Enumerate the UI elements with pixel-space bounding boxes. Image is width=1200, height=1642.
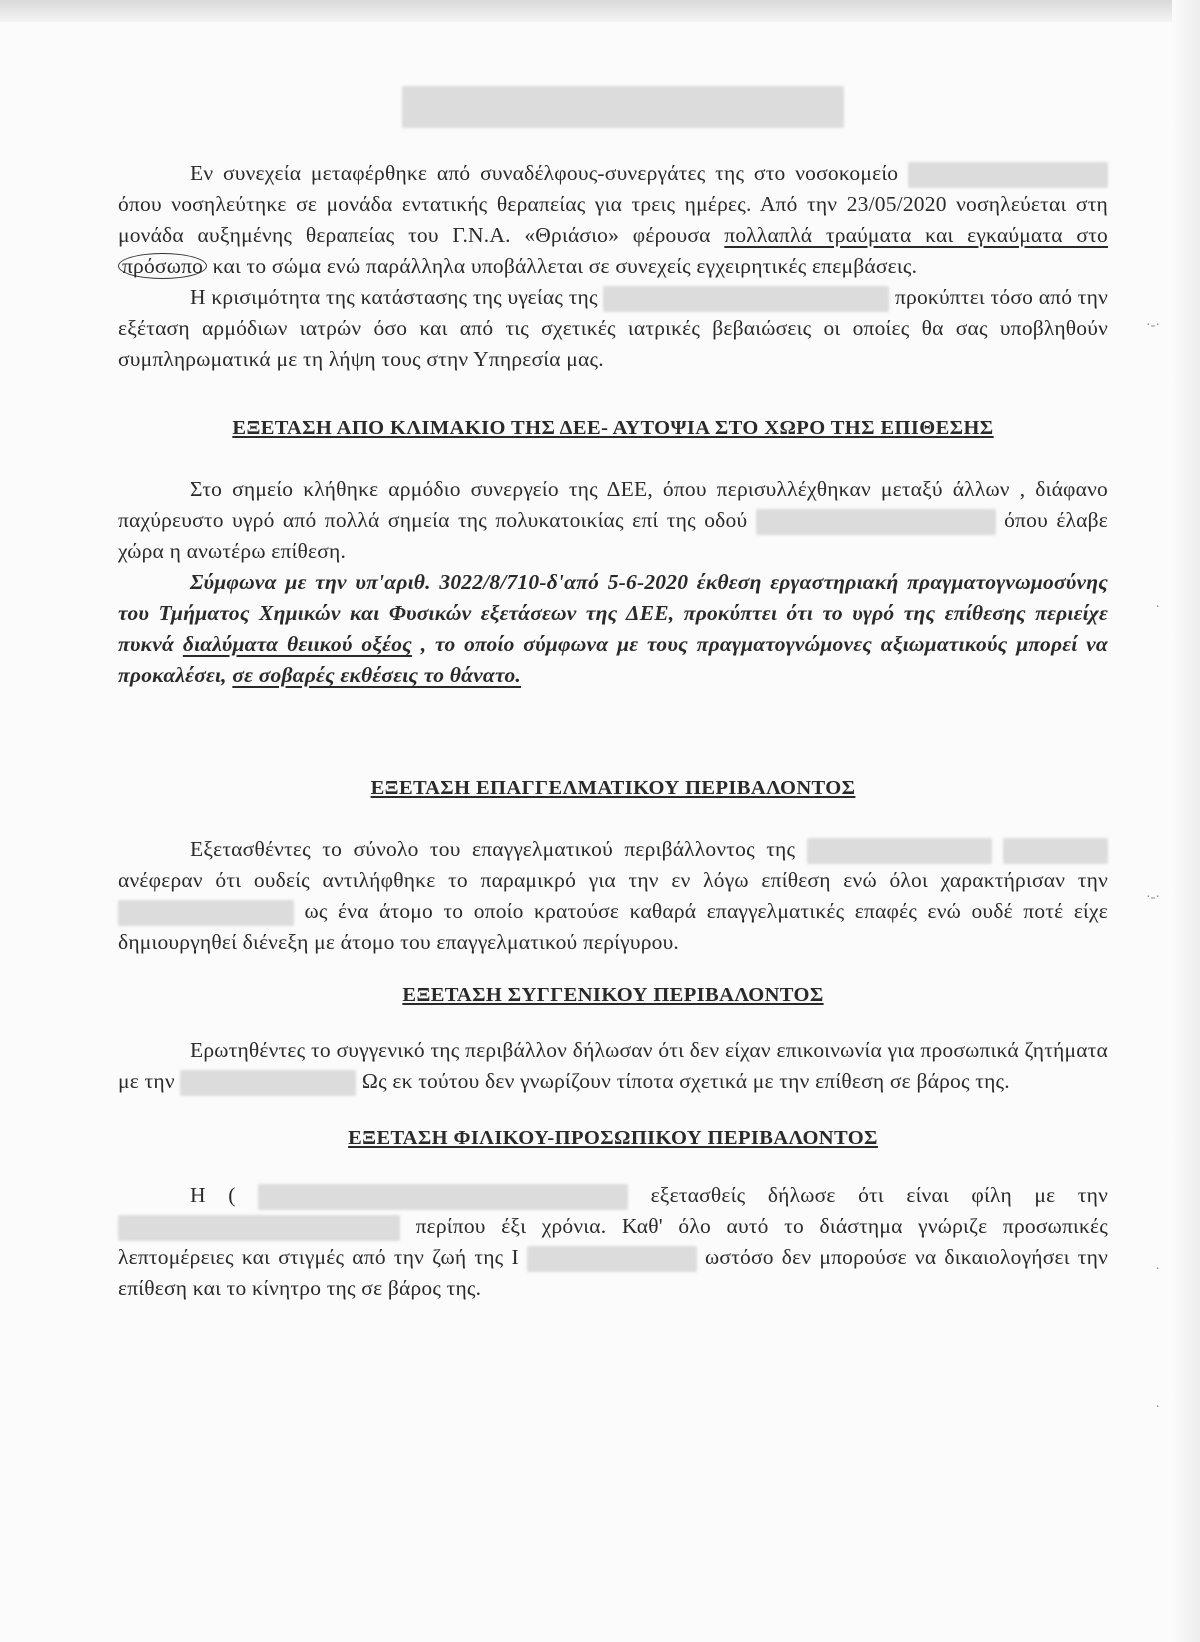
text: ανέφεραν ότι ουδείς αντιλήφθηκε το παραμικρό για την εν λόγω επίθεση ενώ όλοι χαρακτήρισαν την xyxy=(118,868,1108,892)
page-right-shadow xyxy=(1172,0,1200,1642)
text: , το οποίο σύμφωνα με τους πραγματογνώμονες αξιωματικούς μπορεί να προκαλέσει, xyxy=(118,632,1109,687)
text: ωστόσο δεν μπορούσε να δικαιολογήσει την επίθεση και το κίνητρο της σε βάρος της. xyxy=(118,1245,1109,1300)
text: και το σώμα ενώ παράλληλα υποβάλλεται σε συνεχείς εγχειρητικές επεμβάσεις. xyxy=(212,254,918,278)
text: Εν συνεχεία μεταφέρθηκε από συναδέλφους-συνεργάτες της στο νοσοκομείο xyxy=(190,161,899,185)
redacted-name xyxy=(118,1215,400,1241)
paragraph-professional xyxy=(118,834,1108,958)
text: Σύμφωνα με την υπ'αριθ. 3022/8/710-δ'από 5-6-2020 έκθεση εργαστηριακή πραγματογνωμοσύνης του Τμήματος Χημικών και Φυσικών εξετάσεων της ΔΕΕ, προκύπτει ότι το υγρό της επίθεσης περιείχε πυκνά xyxy=(118,570,1108,656)
text: όπου έλαβε χώρα η ανωτέρω επίθεση. xyxy=(118,508,1108,563)
margin-mark: ·-· xyxy=(1146,890,1160,905)
paragraph-lab-report xyxy=(118,567,1108,691)
redacted-name xyxy=(1003,838,1108,864)
redacted-header xyxy=(402,86,844,128)
redacted-hospital xyxy=(908,162,1108,188)
section-heading-family: ΕΞΕΤΑΣΗ ΣΥΓΓΕΝΙΚΟΥ ΠΕΡΙΒΑΛΟΝΤΟΣ xyxy=(402,984,824,1006)
redacted-name xyxy=(118,900,294,926)
redacted-name xyxy=(258,1184,628,1210)
paragraph-friends xyxy=(118,1180,1108,1304)
redacted-name xyxy=(527,1246,697,1272)
text: εξετασθείς δήλωσε ότι είναι φίλη με την xyxy=(650,1183,1109,1207)
text: Εξετασθέντες το σύνολο του επαγγελματικού περιβάλλοντος της xyxy=(190,837,796,861)
redacted-name xyxy=(180,1070,356,1096)
text: Η ( xyxy=(190,1183,236,1207)
section-heading-forensics: ΕΞΕΤΑΣΗ ΑΠΟ ΚΛΙΜΑΚΙΟ ΤΗΣ ΔΕΕ- ΑΥΤΟΨΙΑ ΣΤΟ ΧΩΡΟ ΤΗΣ ΕΠΙΘΕΣΗΣ xyxy=(232,417,994,439)
text: Ερωτηθέντες το συγγενικό της περιβάλλον δήλωσαν ότι δεν είχαν επικοινωνία για προσωπικά ζητήματα με την xyxy=(118,1038,1108,1093)
text: περίπου έξι χρόνια. Καθ' όλο αυτό το διάστημα γνώριζε προσωπικές λεπτομέρειες και στιγμές από την ζωή της Ι xyxy=(118,1214,1108,1269)
text: ως ένα άτομο το οποίο κρατούσε καθαρά επαγγελματικές επαφές ενώ ουδέ ποτέ είχε δημιουργηθεί διένεξη με άτομο του επαγγελματικού περίγυρου. xyxy=(118,899,1108,954)
text: Ως εκ τούτου δεν γνωρίζουν τίποτα σχετικά με την επίθεση σε βάρος της. xyxy=(361,1069,1010,1093)
section-heading-professional: ΕΞΕΤΑΣΗ ΕΠΑΓΓΕΛΜΑΤΙΚΟΥ ΠΕΡΙΒΑΛΟΝΤΟΣ xyxy=(370,777,856,799)
margin-mark: · xyxy=(1155,1262,1160,1277)
paragraph-hospitalization xyxy=(118,158,1108,282)
margin-mark: · xyxy=(1155,1400,1160,1415)
underlined-text: σε σοβαρές εκθέσεις το θάνατο. xyxy=(232,663,521,687)
viewer-top-edge xyxy=(0,0,1200,22)
text: προκύπτει τόσο από την εξέταση αρμόδιων ιατρών όσο και από τις σχετικές ιατρικές βεβαιώσεις οι οποίες θα σας υποβληθούν συμπληρωματικά με τη λήψη τους στην Υπηρεσία μας. xyxy=(118,285,1108,371)
section-heading-friends: ΕΞΕΤΑΣΗ ΦΙΛΙΚΟΥ-ΠΡΟΣΩΠΙΚΟΥ ΠΕΡΙΒΑΛΟΝΤΟΣ xyxy=(348,1127,878,1149)
text: Στο σημείο κλήθηκε αρμόδιο συνεργείο της ΔΕΕ, όπου περισυλλέχθηκαν μεταξύ άλλων , διάφανο παχύρευστο υγρό από πολλά σημεία της πολυκατοικίας επί της οδού xyxy=(118,477,1108,532)
redacted-street xyxy=(756,509,996,535)
text: όπου νοσηλεύτηκε σε μονάδα εντατικής θεραπείας για τρεις ημέρες. Από την 23/05/2020 νοσηλεύεται στη μονάδα αυξημένης θεραπείας του Γ.Ν.Α. «Θριάσιο» φέρουσα xyxy=(118,192,1108,247)
underlined-text: πολλαπλά τραύματα και εγκαύματα στο xyxy=(724,223,1108,247)
paragraph-health-condition xyxy=(118,282,1108,375)
paragraph-family xyxy=(118,1035,1108,1097)
document-body xyxy=(118,158,1108,1304)
redacted-name xyxy=(603,286,889,312)
redacted-name xyxy=(807,838,992,864)
text: Η κρισιμότητα της κατάστασης της υγείας της xyxy=(190,285,598,309)
circled-word: πρόσωπο xyxy=(118,253,207,279)
margin-mark: · xyxy=(1155,600,1160,615)
underlined-text: διαλύματα θειικού οξέος xyxy=(182,632,412,656)
paragraph-site-inspection xyxy=(118,474,1108,567)
margin-mark: ·-· xyxy=(1146,318,1160,333)
